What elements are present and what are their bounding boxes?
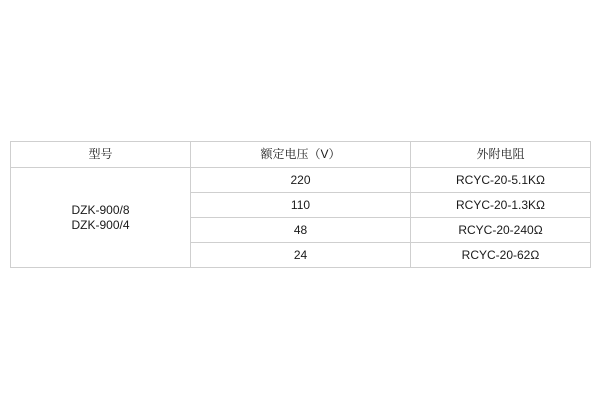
- model-cell: [11, 168, 191, 268]
- header-cell-resistor: 外附电阻: [411, 142, 591, 168]
- resistor-cell: RCYC-20-240Ω: [411, 218, 591, 243]
- specification-table: [10, 141, 591, 268]
- voltage-cell: 48: [191, 218, 411, 243]
- table-row: [11, 168, 591, 193]
- resistor-cell: RCYC-20-62Ω: [411, 243, 591, 268]
- header-cell-voltage: 额定电压（V）: [191, 142, 411, 168]
- header-cell-model: 型号: [11, 142, 191, 168]
- spec-table-container: [10, 141, 590, 268]
- voltage-cell: 24: [191, 243, 411, 268]
- table-header-row: [11, 142, 591, 168]
- voltage-cell: 110: [191, 193, 411, 218]
- resistor-cell: RCYC-20-1.3KΩ: [411, 193, 591, 218]
- model-line-2: DZK-900/4: [71, 217, 130, 232]
- model-line-1: DZK-900/8: [71, 203, 130, 218]
- resistor-cell: RCYC-20-5.1KΩ: [411, 168, 591, 193]
- voltage-cell: 220: [191, 168, 411, 193]
